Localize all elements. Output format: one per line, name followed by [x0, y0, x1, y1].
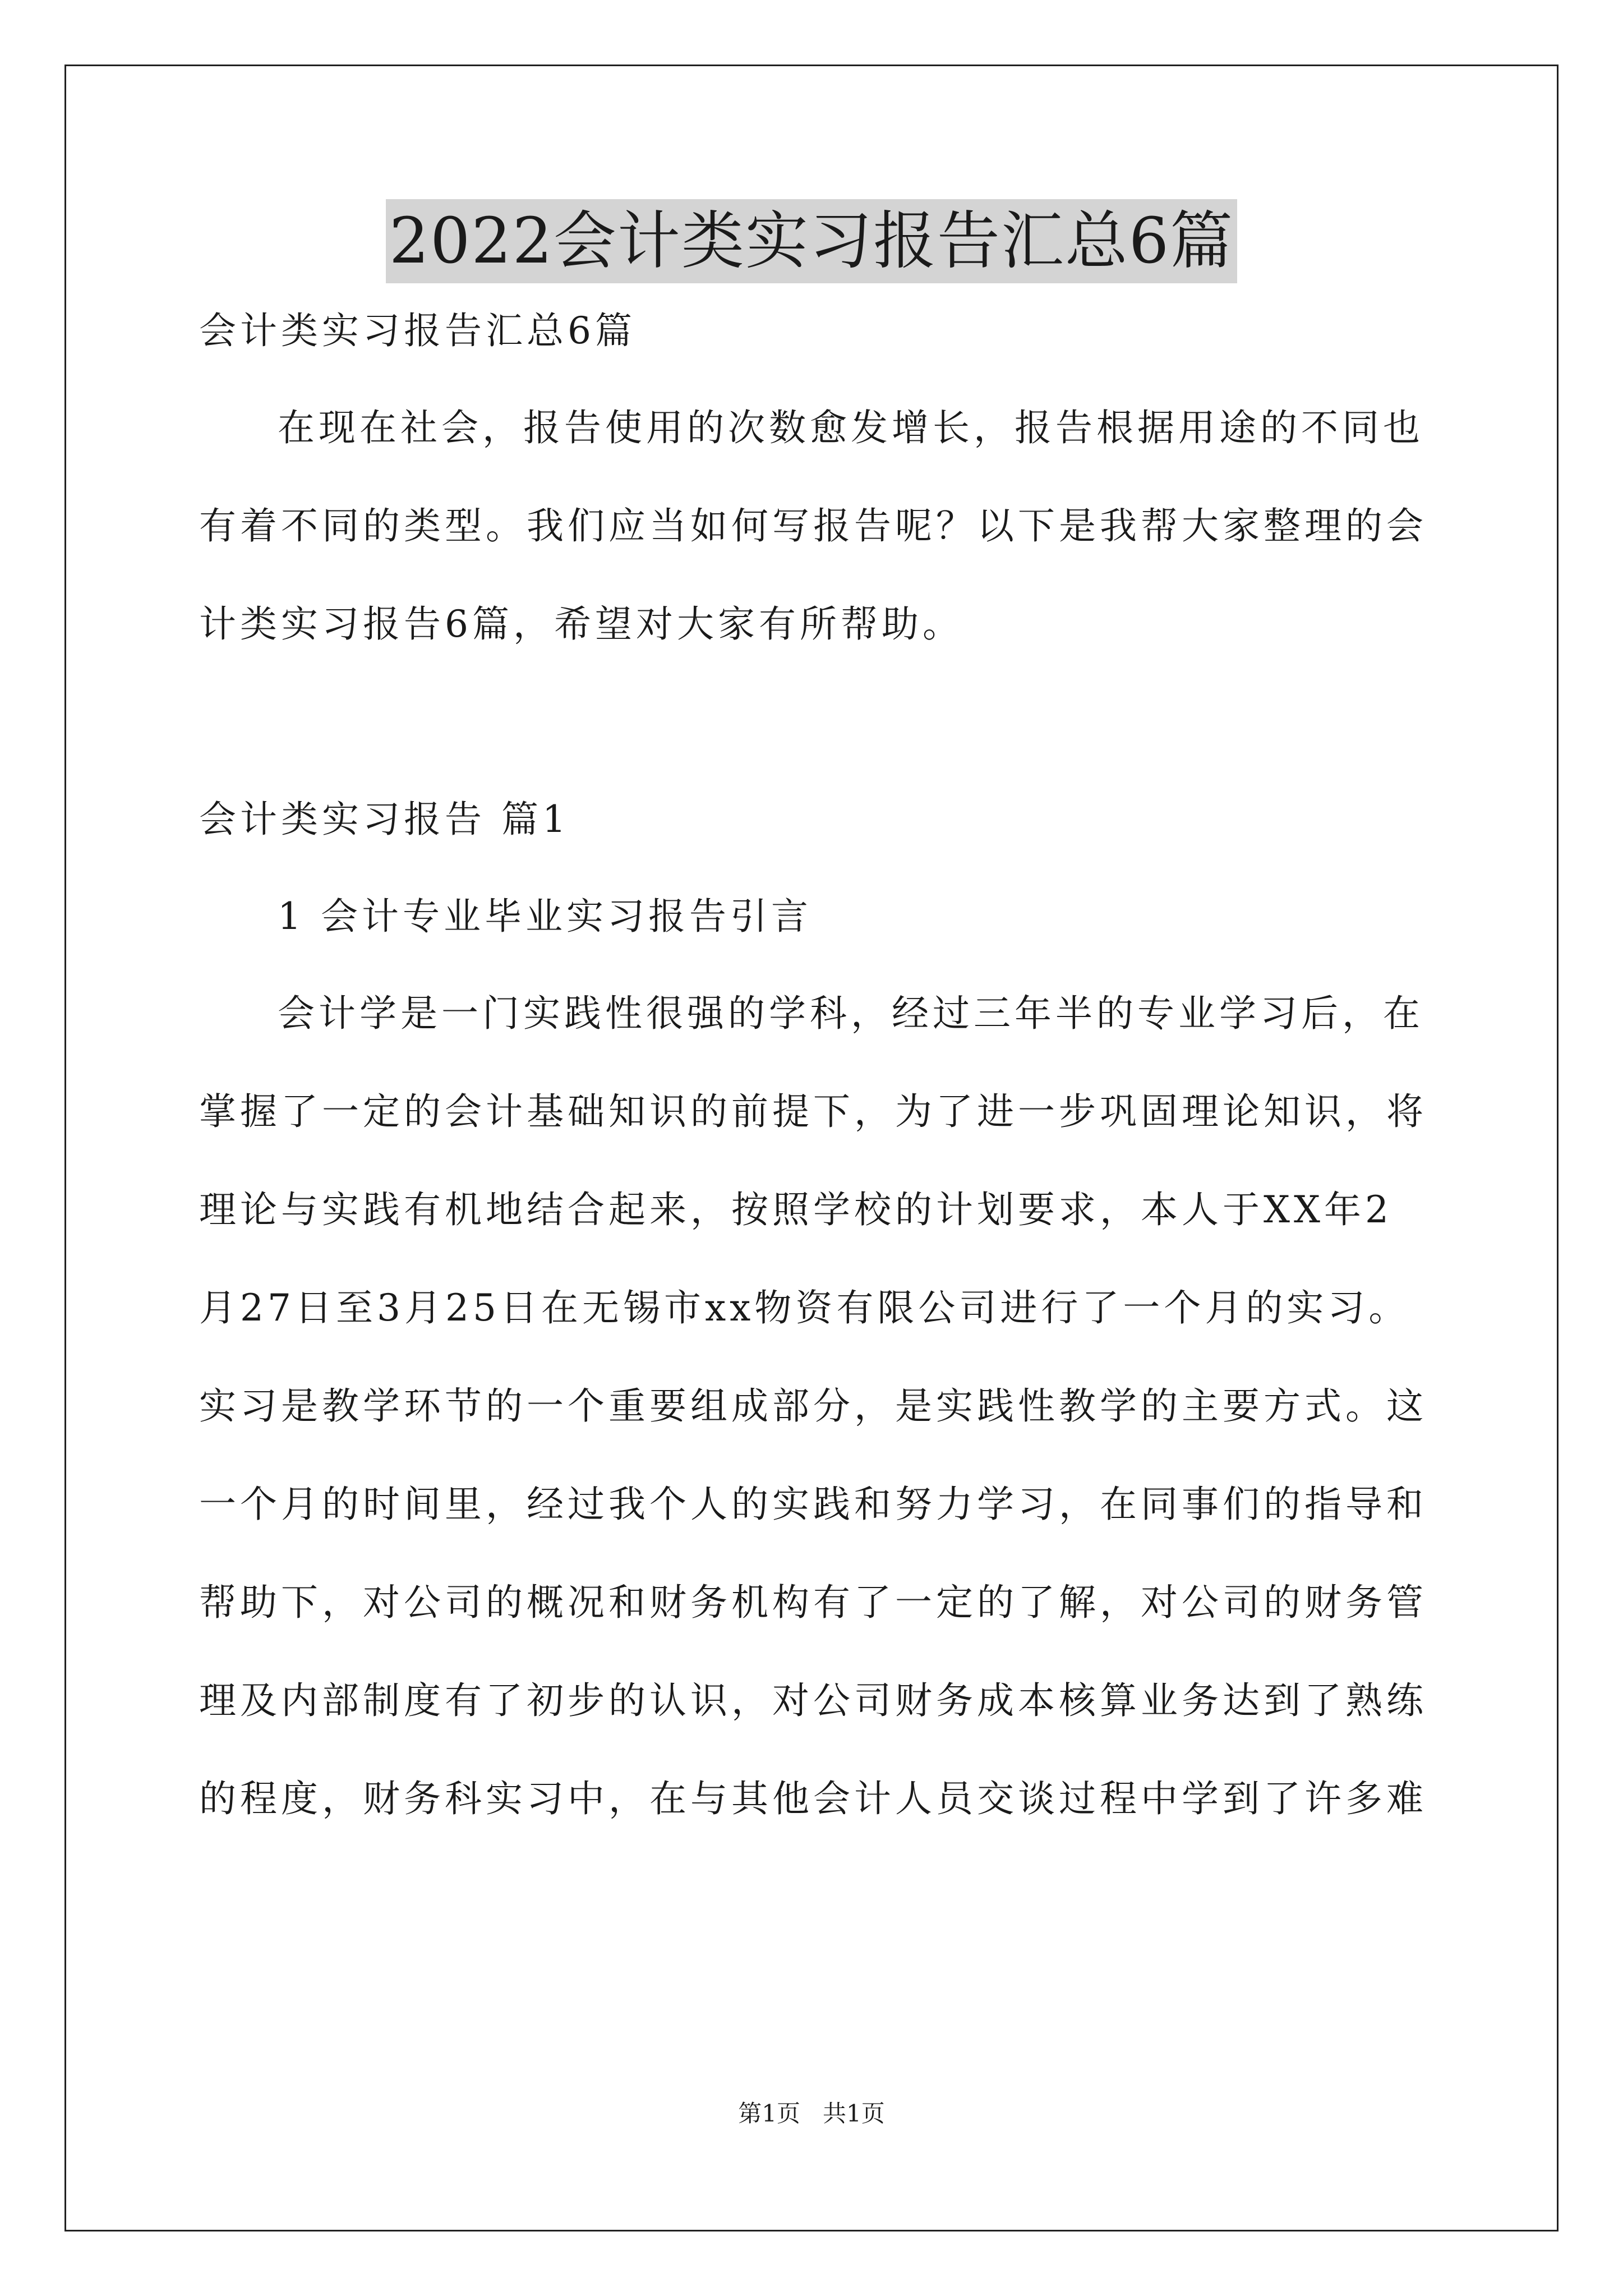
document-title: 2022会计类实习报告汇总6篇	[386, 199, 1237, 283]
body-line: 实习是教学环节的一个重要组成部分，是实践性教学的主要方式。这	[199, 1384, 1427, 1428]
page-number-current: 第1页	[738, 2100, 800, 2127]
title-container	[0, 199, 1623, 283]
sub-heading: 1 会计专业毕业实习报告引言	[278, 895, 812, 938]
body-line: 理及内部制度有了初步的认识，对公司财务成本核算业务达到了熟练	[199, 1679, 1427, 1722]
body-line: 一个月的时间里，经过我个人的实践和努力学习，在同事们的指导和	[199, 1483, 1427, 1526]
document-subtitle: 会计类实习报告汇总6篇	[199, 309, 636, 352]
body-line: 掌握了一定的会计基础知识的前提下，为了进一步巩固理论知识，将	[199, 1090, 1427, 1133]
body-line: 帮助下，对公司的概况和财务机构有了一定的了解，对公司的财务管	[199, 1581, 1427, 1624]
body-line: 理论与实践有机地结合起来，按照学校的计划要求，本人于XX年2	[199, 1188, 1393, 1231]
body-paragraph	[199, 988, 1433, 1824]
document-body	[199, 306, 1433, 1824]
body-line: 月27日至3月25日在无锡市xx物资有限公司进行了一个月的实习。	[199, 1286, 1410, 1329]
intro-line: 在现在社会，报告使用的次数愈发增长，报告根据用途的不同也	[278, 406, 1424, 449]
page-footer	[0, 2097, 1623, 2131]
intro-paragraph	[199, 403, 1433, 650]
page-number-total: 共1页	[823, 2100, 885, 2127]
intro-line: 计类实习报告6篇，希望对大家有所帮助。	[199, 602, 963, 646]
section-heading: 会计类实习报告 篇1	[199, 798, 570, 841]
intro-line: 有着不同的类型。我们应当如何写报告呢？以下是我帮大家整理的会	[199, 504, 1427, 547]
body-line: 的程度，财务科实习中，在与其他会计人员交谈过程中学到了许多难	[199, 1777, 1427, 1820]
body-line: 会计学是一门实践性很强的学科，经过三年半的专业学习后，在	[278, 992, 1424, 1035]
